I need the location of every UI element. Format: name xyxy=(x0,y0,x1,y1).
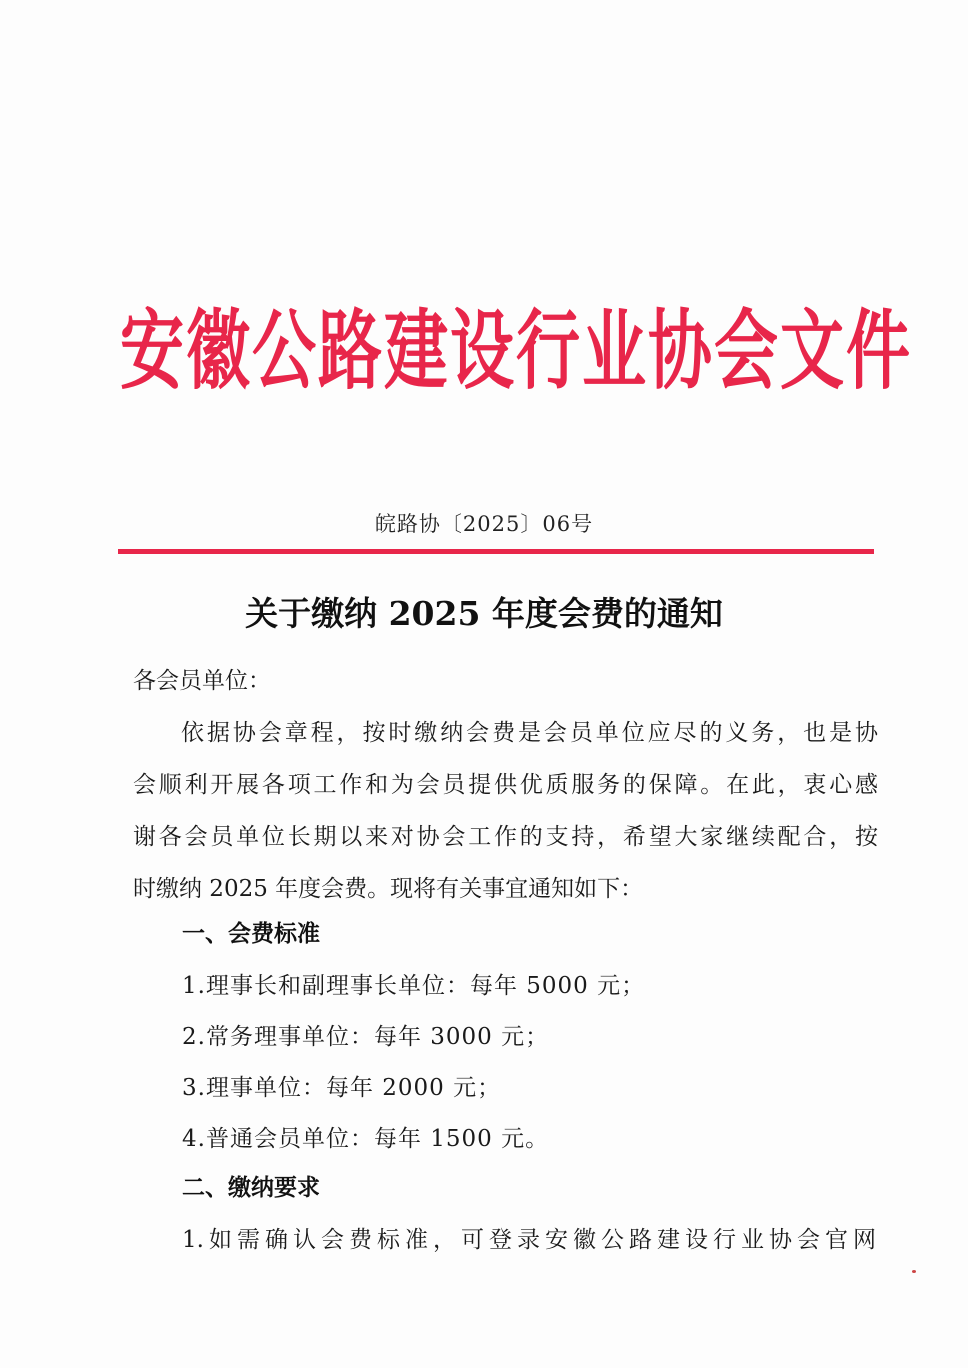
scan-speck xyxy=(912,1270,916,1273)
section-1-heading: 一、会费标准 xyxy=(182,920,320,947)
notice-title: 关于缴纳 2025 年度会费的通知 xyxy=(245,594,723,633)
intro-line-3: 谢各会员单位长期以来对协会工作的支持，希望大家继续配合，按 xyxy=(133,824,878,850)
intro-line-2: 会顺利开展各项工作和为会员提供优质服务的保障。在此，衷心感 xyxy=(133,772,878,798)
fee-item-3: 3.理事单位：每年 2000 元； xyxy=(182,1075,502,1101)
fee-item-2: 2.常务理事单位：每年 3000 元； xyxy=(182,1024,550,1050)
intro-line-1: 依据协会章程，按时缴纳会费是会员单位应尽的义务，也是协 xyxy=(181,720,878,746)
fee-item-1: 1.理事长和副理事长单位：每年 5000 元； xyxy=(182,973,646,999)
intro-line-4: 时缴纳 2025 年度会费。现将有关事宜通知如下： xyxy=(133,876,644,902)
section-2-heading: 二、缴纳要求 xyxy=(182,1174,320,1201)
requirement-item-1: 1.如需确认会费标准，可登录安徽公路建设行业协会官网 xyxy=(182,1227,876,1253)
masthead-title: 安徽公路建设行业协会文件 xyxy=(120,302,912,403)
salutation: 各会员单位： xyxy=(133,668,271,694)
red-divider-line xyxy=(118,549,874,554)
fee-item-4: 4.普通会员单位：每年 1500 元。 xyxy=(182,1126,550,1152)
document-number: 皖路协〔2025〕06号 xyxy=(374,512,594,536)
